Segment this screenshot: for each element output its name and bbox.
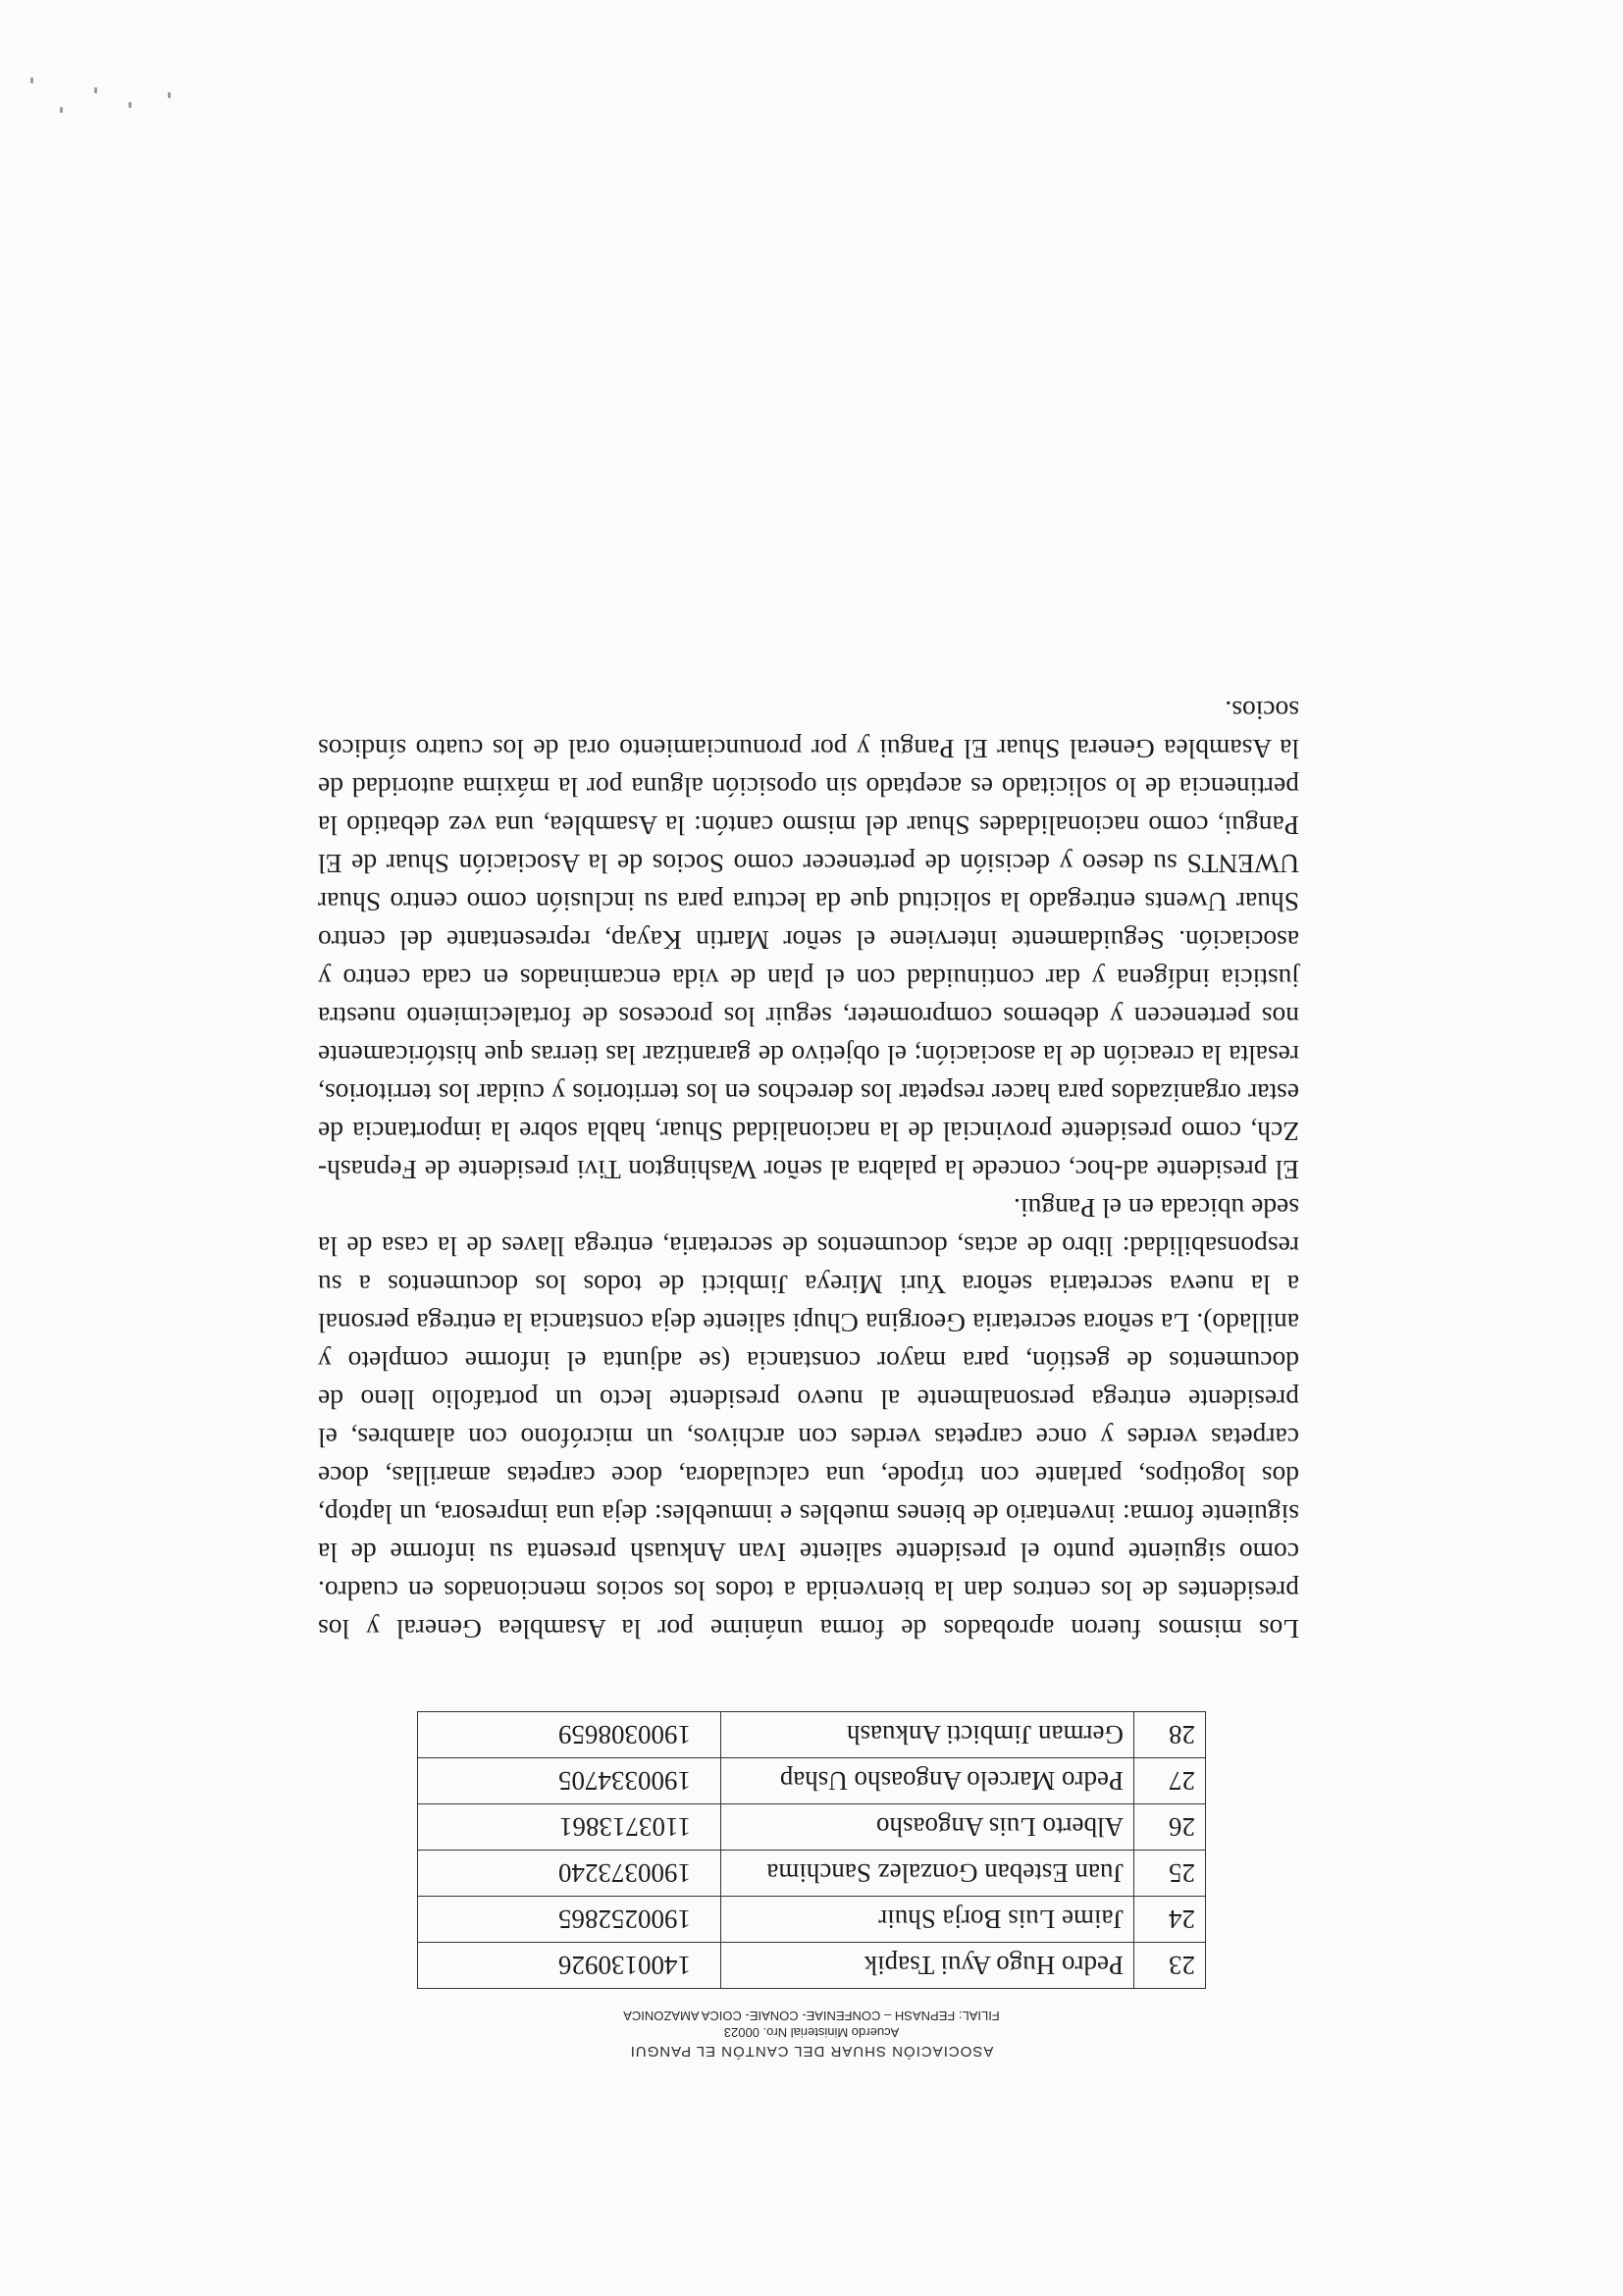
member-number: 28 [1134, 1712, 1206, 1758]
member-id: 1400130926 [418, 1943, 721, 1989]
member-name: Jaime Luis Borja Shuir [721, 1897, 1134, 1943]
paragraph-speech: El presidente ad-hoc, concede la palabra al señor Washington Tivi presidente de Fepnash-Zch, como presidente provincial de la nacionalidad Shuar, habla sobre la importancia de estar organizados para hacer respetar los derechos en los territorios y cuidar los territorios, resalta la creación de la asociación; el objetivo de garantizar las tierras que históricamente nos pertenecen y debemos comprometer, seguir los procesos de fortalecimiento nuestra justicia indígena y dar continuidad con el plan de vida encaminados en cada centro y asociación. Seguidamente interviene el señor Martin Kayap, representante del centro Shuar Uwents entregado la solicitud que da lectura para su inclusión como centro Shuar UWENTS su deseo y decisión de pertenecer como Socios de la Asociación Shuar de El Pangui, como nacionalidades Shuar del mismo cantón: la Asamblea, una vez debatido la pertinencia de lo solicitado es aceptado sin oposición alguna por la máxima autoridad de la Asamblea General Shuar El Pangui y por pronunciamiento oral de los cuatro síndicos socios. [318, 696, 1299, 1185]
body-text [318, 692, 1299, 1648]
letterhead-organization: ASOCIACIÓN SHUAR DEL CANTÓN EL PANGUI [629, 2043, 994, 2060]
member-name: Pedro Marcelo Angoasho Ushap [721, 1758, 1134, 1804]
letterhead-affiliation: FILIAL: FEPNASH – CONFENIAE- CONAIE- COICA AMAZONICA [623, 2009, 1000, 2023]
members-table [417, 1711, 1206, 1989]
table-row [418, 1897, 1206, 1943]
member-id: 1103713861 [418, 1804, 721, 1851]
member-id: 1900373240 [418, 1851, 721, 1897]
scan-speck [60, 107, 63, 113]
member-id: 1900308659 [418, 1712, 721, 1758]
table-row [418, 1758, 1206, 1804]
scan-speck [30, 78, 33, 83]
letterhead [0, 2008, 1623, 2061]
scan-speck [168, 92, 171, 98]
member-name: Pedro Hugo Ayui Tsapik [721, 1943, 1134, 1989]
member-number: 25 [1134, 1851, 1206, 1897]
table-row [418, 1712, 1206, 1758]
member-number: 26 [1134, 1804, 1206, 1851]
table-row [418, 1804, 1206, 1851]
scan-speck [94, 87, 97, 93]
table-row [418, 1943, 1206, 1989]
paragraph-report: Los mismos fueron aprobados de forma unánime por la Asamblea General y los presidentes de los centros dan la bienvenida a todos los socios mencionados en cuadro. como siguiente punto el presidente saliente Ivan Ankuash presenta su informe de la siguiente forma: inventario de bienes muebles e inmuebles: deja una impresora, un laptop, dos logotipos, parlante con trípode, una calculadora, doce carpetas amarillas, doce carpetas verdes y once carpetas verdes con archivos, un micrófono con alambres, el presidente entrega personalmente al nuevo presidente lecto un portafolio lleno de documentos de gestión, para mayor constancia (se adjunta el informe completo y anillado). La señora secretaria Georgina Chupi saliente deja constancia la entrega personal a la nueva secretaria señora Yuri Mireya Jimbicti de todos los documentos a su responsabilidad: libro de actas, documentos de secretaria, entrega llaves de la casa de la sede ubicada en el Pangui. [318, 1193, 1299, 1644]
member-id: 1900334705 [418, 1758, 721, 1804]
member-name: German Jimbicti Ankuash [721, 1712, 1134, 1758]
member-name: Juan Esteban Gonzalez Sanchima [721, 1851, 1134, 1897]
table-row [418, 1851, 1206, 1897]
scan-speck [129, 102, 131, 108]
member-number: 24 [1134, 1897, 1206, 1943]
member-name: Alberto Luis Angoasho [721, 1804, 1134, 1851]
member-number: 23 [1134, 1943, 1206, 1989]
member-number: 27 [1134, 1758, 1206, 1804]
member-id: 1900252865 [418, 1897, 721, 1943]
letterhead-agreement: Acuerdo Ministerial Nro. 00023 [723, 2025, 900, 2040]
